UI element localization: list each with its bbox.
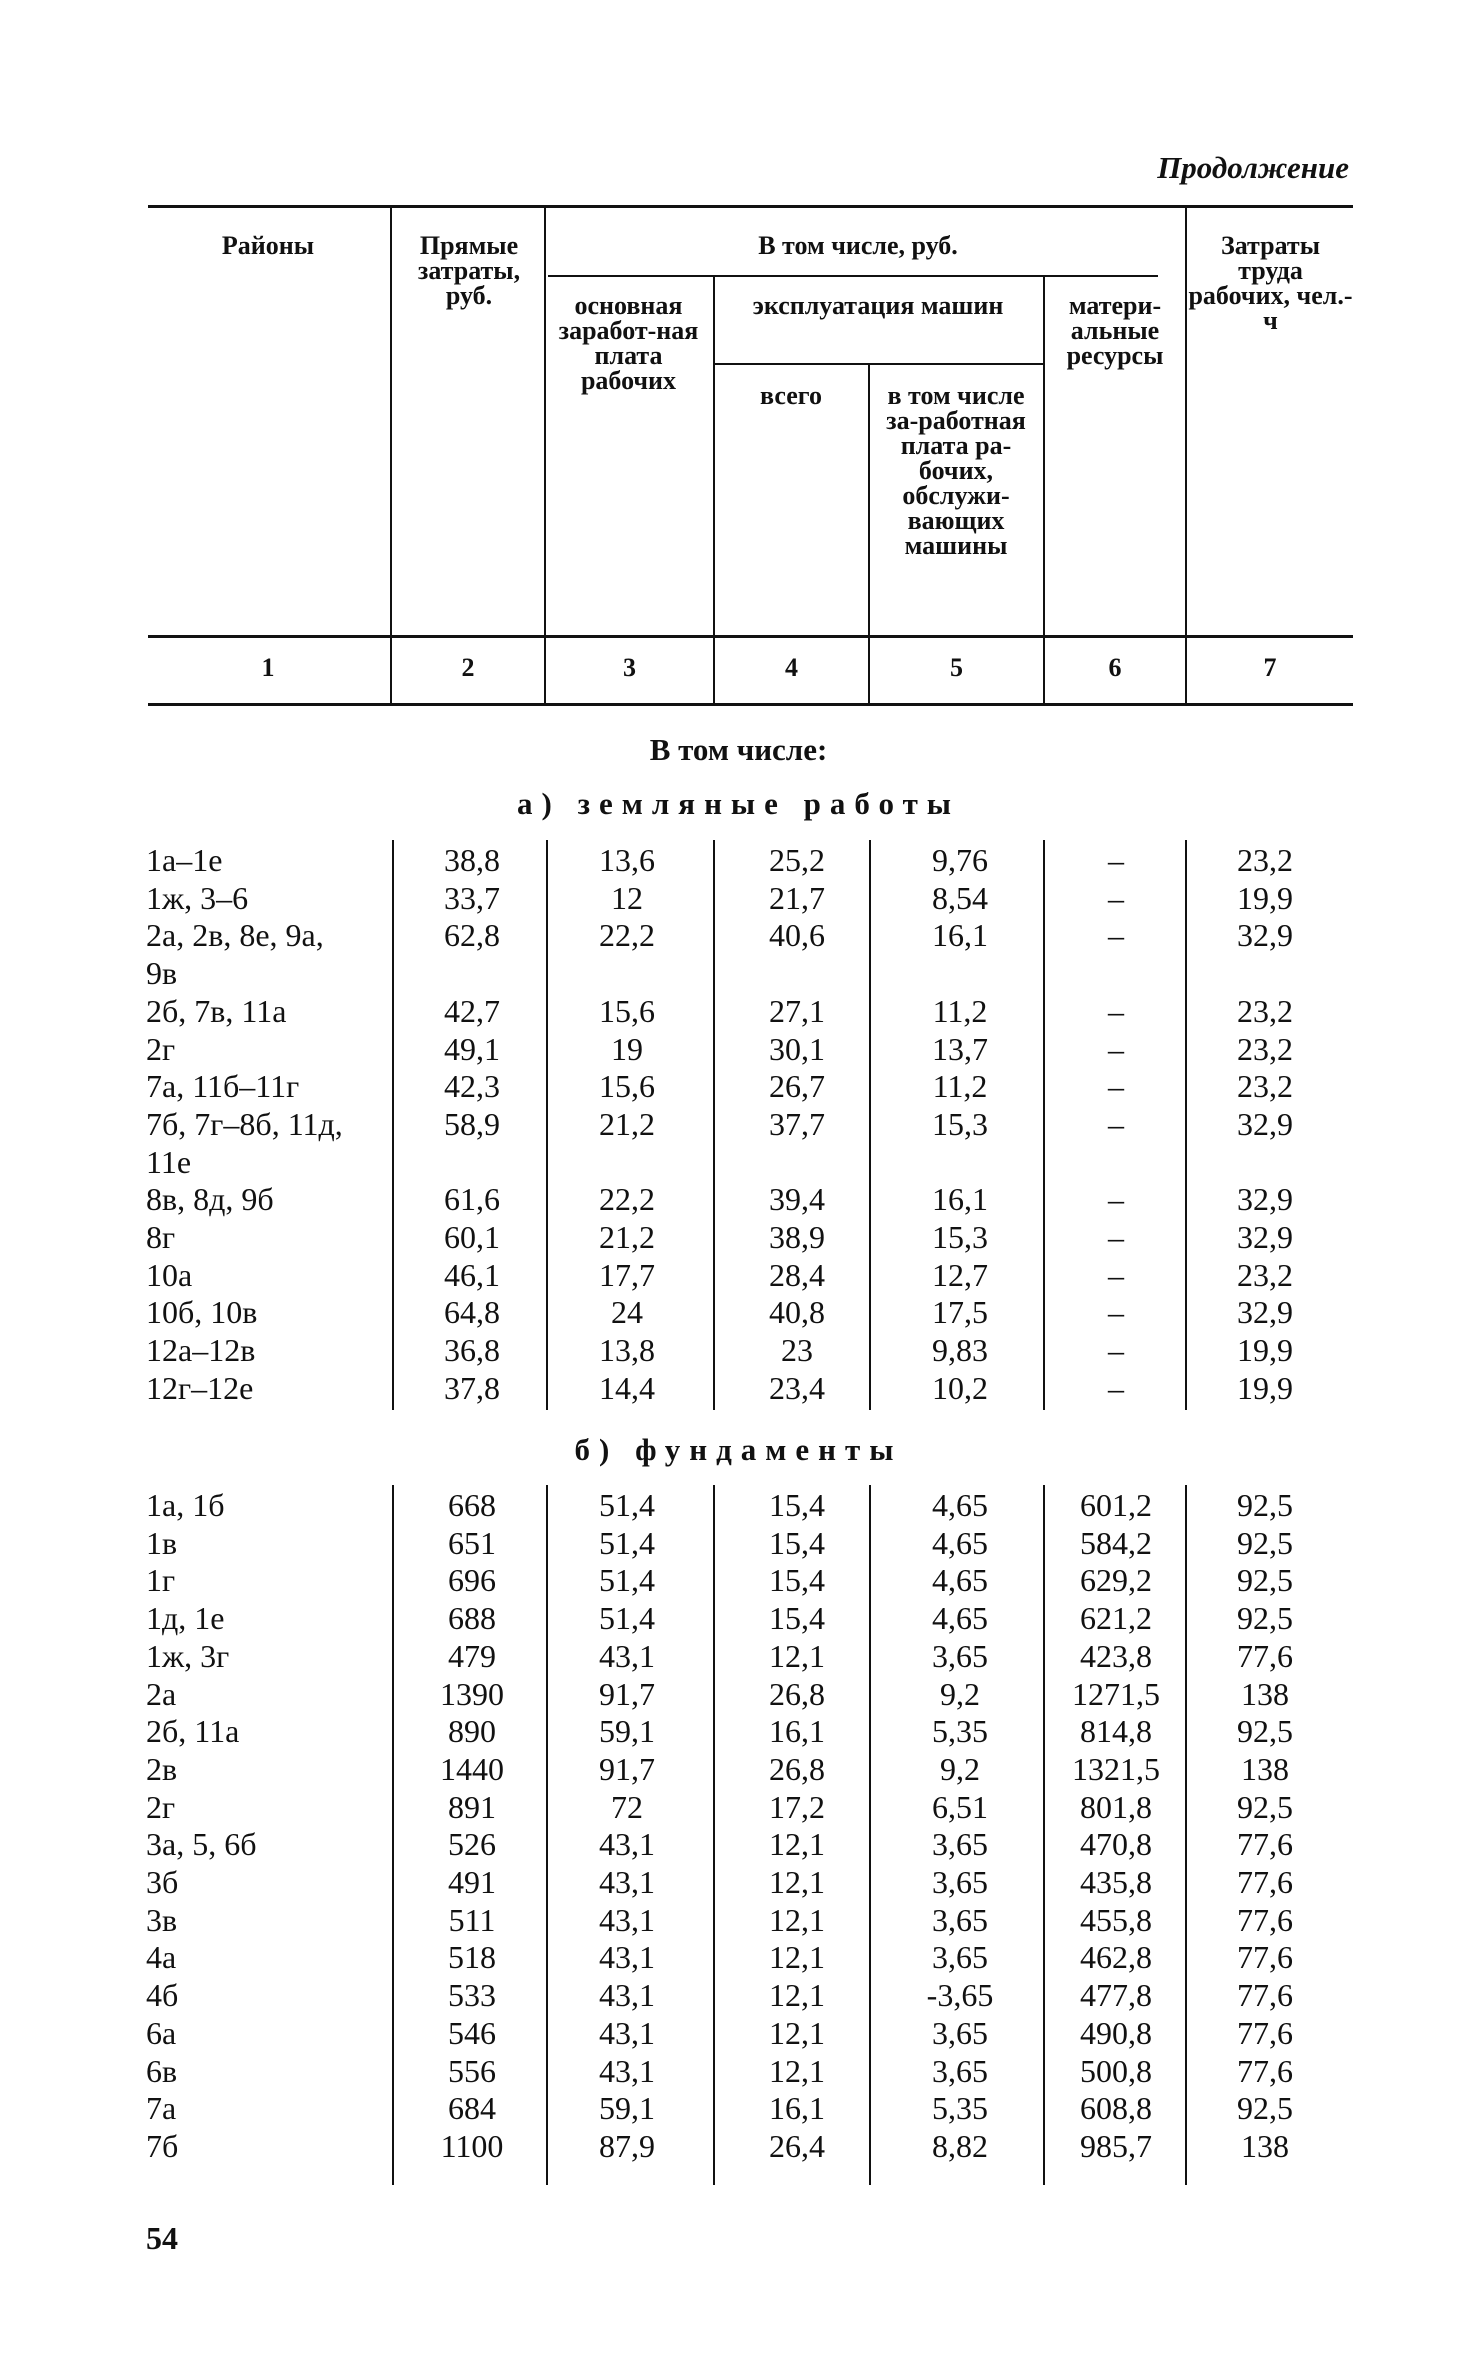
cell-machines-total: 28,4 [769, 1256, 825, 1293]
cell-region: 1г [146, 1562, 176, 1599]
intro-text: В том числе: [649, 732, 828, 767]
column-number-1: 1 [261, 653, 275, 682]
cell-direct-costs: 1440 [440, 1750, 504, 1787]
cell-direct-costs: 36,8 [444, 1332, 500, 1369]
cell-region: 11е [146, 1143, 192, 1180]
cell-materials: – [1108, 1181, 1124, 1218]
cell-machines-total: 16,1 [769, 2090, 825, 2127]
cell-machines-total: 21,7 [769, 879, 825, 916]
table-row [0, 2053, 1477, 2091]
cell-machines-wages: 9,2 [940, 1750, 980, 1787]
header-vrule-1 [390, 205, 392, 705]
cell-machines-wages: 4,65 [932, 1487, 988, 1523]
table-row [0, 1826, 1477, 1864]
header-vrule-6 [1185, 205, 1187, 705]
cell-region: 7б [146, 2127, 179, 2164]
cell-labor-costs: 32,9 [1237, 1219, 1293, 1255]
cell-basic-wages: 91,7 [599, 1750, 655, 1787]
cell-basic-wages: 12 [611, 879, 643, 916]
cell-direct-costs: 890 [448, 1713, 496, 1750]
cell-labor-costs: 32,9 [1237, 1105, 1293, 1142]
cell-materials: 621,2 [1080, 1600, 1152, 1637]
cell-direct-costs: 42,3 [444, 1068, 500, 1105]
table-row [0, 1068, 1477, 1106]
cell-labor-costs: 19,9 [1237, 879, 1293, 916]
cell-labor-costs: 77,6 [1237, 2052, 1293, 2089]
cell-region: 10б, 10в [146, 1294, 258, 1331]
cell-direct-costs: 684 [448, 2090, 496, 2127]
cell-region: 2г [146, 1030, 176, 1067]
cell-materials: 462,8 [1080, 1939, 1152, 1976]
cell-region: 3а, 5, 6б [146, 1826, 257, 1863]
cell-region: 1в [146, 1524, 178, 1561]
header-vrule-5 [1043, 275, 1045, 705]
cell-materials: 1321,5 [1072, 1750, 1160, 1787]
table-row [0, 880, 1477, 918]
cell-basic-wages: 59,1 [599, 1713, 655, 1750]
cell-direct-costs: 511 [448, 1901, 496, 1938]
header-basic-wages: основная заработ-ная плата рабочих [558, 291, 699, 395]
cell-basic-wages: 51,4 [599, 1562, 655, 1599]
cell-machines-total: 12,1 [769, 1939, 825, 1976]
cell-direct-costs: 58,9 [444, 1105, 500, 1142]
cell-direct-costs: 46,1 [444, 1256, 500, 1293]
cell-machines-wages: 9,76 [932, 842, 988, 878]
cell-region: 3в [146, 1901, 178, 1938]
cell-machines-total: 37,7 [769, 1105, 825, 1142]
cell-machines-wages: 11,2 [932, 1068, 988, 1105]
table-row [0, 1676, 1477, 1714]
cell-machines-wages: 5,35 [932, 2090, 988, 2127]
cell-machines-total: 12,1 [769, 1637, 825, 1674]
header-machine-operation: эксплуатация машин [752, 291, 1004, 320]
cell-labor-costs: 32,9 [1237, 1294, 1293, 1331]
cell-materials: 423,8 [1080, 1637, 1152, 1674]
table-row [0, 1031, 1477, 1069]
cell-labor-costs: 77,6 [1237, 1864, 1293, 1900]
table-row [0, 993, 1477, 1031]
cell-machines-wages: 8,54 [932, 879, 988, 916]
cell-labor-costs: 23,2 [1237, 1256, 1293, 1293]
cell-machines-wages: 3,65 [932, 1901, 988, 1938]
cell-basic-wages: 22,2 [599, 1181, 655, 1218]
table-row [0, 917, 1477, 955]
cell-machines-wages: 15,3 [932, 1219, 988, 1255]
column-number-5: 5 [950, 653, 963, 682]
page-number: 54 [146, 2220, 178, 2256]
cell-region: 4а [146, 1939, 177, 1976]
cell-materials: 490,8 [1080, 2014, 1152, 2051]
cell-direct-costs: 479 [448, 1637, 496, 1674]
cell-direct-costs: 33,7 [444, 879, 500, 916]
cell-region: 8в, 8д, 9б [146, 1181, 274, 1218]
cell-region: 6в [146, 2052, 178, 2089]
cell-basic-wages: 24 [611, 1294, 643, 1331]
cell-labor-costs: 92,5 [1237, 1788, 1293, 1825]
cell-basic-wages: 21,2 [599, 1105, 655, 1142]
continuation-label: Продолжение [1157, 150, 1349, 185]
table-row [0, 1713, 1477, 1751]
cell-materials: 814,8 [1080, 1713, 1152, 1750]
cell-machines-wages: 6,51 [932, 1788, 988, 1825]
cell-machines-total: 16,1 [769, 1713, 825, 1750]
cell-materials: – [1108, 842, 1124, 878]
header-vrule-2 [544, 205, 546, 705]
cell-materials: – [1108, 992, 1124, 1029]
cell-machines-wages: 9,83 [932, 1332, 988, 1369]
table-row [0, 1525, 1477, 1563]
cell-labor-costs: 23,2 [1237, 992, 1293, 1029]
header-bottom-rule [148, 703, 1353, 706]
cell-basic-wages: 91,7 [599, 1675, 655, 1712]
table-row [0, 1939, 1477, 1977]
cell-direct-costs: 37,8 [444, 1369, 500, 1406]
cell-direct-costs: 60,1 [444, 1219, 500, 1255]
table-row [0, 955, 1477, 993]
cell-region: 2а, 2в, 8е, 9а, [146, 917, 324, 954]
cell-machines-wages: 13,7 [932, 1030, 988, 1067]
cell-machines-total: 26,8 [769, 1675, 825, 1712]
cell-basic-wages: 51,4 [599, 1600, 655, 1637]
table-row [0, 1977, 1477, 2015]
cell-materials: – [1108, 1294, 1124, 1331]
cell-machines-total: 25,2 [769, 842, 825, 878]
cell-direct-costs: 42,7 [444, 992, 500, 1029]
cell-materials: – [1108, 879, 1124, 916]
table-row [0, 1144, 1477, 1182]
cell-machines-wages: 3,65 [932, 2052, 988, 2089]
cell-machines-total: 15,4 [769, 1487, 825, 1523]
table-row [0, 1294, 1477, 1332]
cell-materials: – [1108, 917, 1124, 954]
cell-region: 2б, 7в, 11а [146, 992, 287, 1029]
column-number-2: 2 [461, 653, 475, 682]
cell-basic-wages: 72 [611, 1788, 643, 1825]
cell-basic-wages: 43,1 [599, 1637, 655, 1674]
cell-labor-costs: 77,6 [1237, 1826, 1293, 1863]
cell-labor-costs: 138 [1241, 1675, 1289, 1712]
section-title-foundations: б) фундаменты [574, 1432, 903, 1467]
cell-materials: – [1108, 1105, 1124, 1142]
cell-region: 7а, 11б–11г [146, 1068, 300, 1105]
cell-direct-costs: 518 [448, 1939, 496, 1976]
cell-region: 7б, 7г–8б, 11д, [146, 1105, 343, 1142]
cell-basic-wages: 19 [611, 1030, 643, 1067]
cell-basic-wages: 14,4 [599, 1369, 655, 1406]
cell-direct-costs: 546 [448, 2014, 496, 2051]
cell-region: 1д, 1е [146, 1600, 225, 1637]
cell-basic-wages: 43,1 [599, 1939, 655, 1976]
cell-machines-wages: -3,65 [926, 1977, 994, 2014]
cell-machines-total: 38,9 [769, 1219, 825, 1255]
cell-labor-costs: 92,5 [1237, 2090, 1293, 2127]
cell-region: 1а–1е [146, 842, 223, 878]
cell-machines-total: 12,1 [769, 1901, 825, 1938]
cell-materials: 584,2 [1080, 1524, 1152, 1561]
cell-machines-total: 12,1 [769, 1826, 825, 1863]
cell-machines-wages: 10,2 [932, 1369, 988, 1406]
header-including-group: В том числе, руб. [758, 231, 958, 260]
cell-direct-costs: 491 [448, 1864, 496, 1900]
table-row [0, 1181, 1477, 1219]
cell-region: 12г–12е [146, 1369, 254, 1406]
cell-machines-wages: 9,2 [940, 1675, 980, 1712]
cell-machines-wages: 15,3 [932, 1105, 988, 1142]
cell-region: 9в [146, 955, 178, 992]
header-top-rule [148, 205, 1353, 208]
cell-labor-costs: 77,6 [1237, 1637, 1293, 1674]
cell-direct-costs: 668 [448, 1487, 496, 1523]
cell-basic-wages: 17,7 [599, 1256, 655, 1293]
cell-basic-wages: 51,4 [599, 1524, 655, 1561]
cell-materials: 455,8 [1080, 1901, 1152, 1938]
cell-basic-wages: 22,2 [599, 917, 655, 954]
cell-region: 10а [146, 1256, 193, 1293]
cell-labor-costs: 138 [1241, 1750, 1289, 1787]
cell-materials: 1271,5 [1072, 1675, 1160, 1712]
table-row [0, 1219, 1477, 1257]
cell-materials: – [1108, 1030, 1124, 1067]
cell-labor-costs: 77,6 [1237, 1939, 1293, 1976]
cell-labor-costs: 19,9 [1237, 1369, 1293, 1406]
group-rule [548, 275, 1158, 277]
cell-direct-costs: 526 [448, 1826, 496, 1863]
cell-machines-wages: 3,65 [932, 2014, 988, 2051]
cell-basic-wages: 51,4 [599, 1487, 655, 1523]
cell-region: 7а [146, 2090, 177, 2127]
cell-direct-costs: 688 [448, 1600, 496, 1637]
cell-region: 1ж, 3–6 [146, 879, 249, 916]
cell-machines-total: 30,1 [769, 1030, 825, 1067]
cell-labor-costs: 92,5 [1237, 1524, 1293, 1561]
cell-region: 12а–12в [146, 1332, 256, 1369]
cell-basic-wages: 87,9 [599, 2127, 655, 2164]
cell-materials: – [1108, 1256, 1124, 1293]
table-row [0, 2015, 1477, 2053]
header-materials: матери-альные ресурсы [1066, 291, 1164, 370]
cell-basic-wages: 43,1 [599, 2014, 655, 2051]
cell-machines-total: 15,4 [769, 1562, 825, 1599]
cell-region: 2г [146, 1788, 176, 1825]
cell-materials: 477,8 [1080, 1977, 1152, 2014]
cell-machines-total: 26,4 [769, 2127, 825, 2164]
table-row [0, 2128, 1477, 2166]
cell-labor-costs: 92,5 [1237, 1487, 1293, 1523]
cell-labor-costs: 92,5 [1237, 1600, 1293, 1637]
cell-materials: – [1108, 1219, 1124, 1255]
cell-machines-wages: 3,65 [932, 1637, 988, 1674]
cell-direct-costs: 891 [448, 1788, 496, 1825]
cell-region: 3б [146, 1864, 179, 1900]
cell-machines-wages: 16,1 [932, 1181, 988, 1218]
cell-labor-costs: 92,5 [1237, 1562, 1293, 1599]
cell-machines-wages: 4,65 [932, 1600, 988, 1637]
cell-direct-costs: 49,1 [444, 1030, 500, 1067]
cell-machines-total: 26,8 [769, 1750, 825, 1787]
cell-machines-total: 23,4 [769, 1369, 825, 1406]
machines-rule [713, 363, 1043, 365]
cell-machines-total: 12,1 [769, 2014, 825, 2051]
table-row [0, 1600, 1477, 1638]
cell-labor-costs: 23,2 [1237, 1030, 1293, 1067]
cell-basic-wages: 43,1 [599, 1864, 655, 1900]
cell-basic-wages: 13,6 [599, 842, 655, 878]
cell-basic-wages: 15,6 [599, 1068, 655, 1105]
table-row [0, 1902, 1477, 1940]
cell-machines-total: 40,8 [769, 1294, 825, 1331]
cell-machines-total: 15,4 [769, 1524, 825, 1561]
cell-machines-total: 26,7 [769, 1068, 825, 1105]
table-header [148, 205, 1353, 705]
header-mid-rule [148, 635, 1353, 638]
cell-region: 2б, 11а [146, 1713, 240, 1750]
cell-region: 2в [146, 1750, 178, 1787]
cell-materials: 985,7 [1080, 2127, 1152, 2164]
cell-region: 1а, 1б [146, 1487, 225, 1523]
cell-machines-total: 27,1 [769, 992, 825, 1029]
header-vrule-3 [713, 275, 715, 705]
cell-region: 1ж, 3г [146, 1637, 230, 1674]
header-machines-total: всего [760, 381, 822, 410]
cell-basic-wages: 43,1 [599, 1826, 655, 1863]
table-row [0, 1257, 1477, 1295]
cell-machines-wages: 11,2 [932, 992, 988, 1029]
cell-direct-costs: 556 [448, 2052, 496, 2089]
cell-machines-total: 12,1 [769, 1977, 825, 2014]
cell-direct-costs: 651 [448, 1524, 496, 1561]
table-row [0, 1370, 1477, 1408]
cell-labor-costs: 92,5 [1237, 1713, 1293, 1750]
cell-machines-wages: 5,35 [932, 1713, 988, 1750]
cell-labor-costs: 77,6 [1237, 1901, 1293, 1938]
cell-direct-costs: 1390 [440, 1675, 504, 1712]
cell-basic-wages: 43,1 [599, 1901, 655, 1938]
cell-materials: 801,8 [1080, 1788, 1152, 1825]
cell-materials: – [1108, 1068, 1124, 1105]
cell-basic-wages: 43,1 [599, 1977, 655, 2014]
header-regions: Районы [221, 231, 315, 260]
cell-basic-wages: 43,1 [599, 2052, 655, 2089]
cell-machines-total: 12,1 [769, 1864, 825, 1900]
cell-machines-total: 23 [781, 1332, 813, 1369]
table-row [0, 1487, 1477, 1525]
cell-region: 2а [146, 1675, 177, 1712]
cell-labor-costs: 77,6 [1237, 2014, 1293, 2051]
cell-machines-wages: 16,1 [932, 917, 988, 954]
cell-materials: – [1108, 1332, 1124, 1369]
cell-labor-costs: 77,6 [1237, 1977, 1293, 2014]
cell-machines-total: 12,1 [769, 2052, 825, 2089]
cell-machines-wages: 12,7 [932, 1256, 988, 1293]
cell-labor-costs: 23,2 [1237, 842, 1293, 878]
table-row [0, 1638, 1477, 1676]
column-number-6: 6 [1108, 653, 1122, 682]
cell-machines-total: 39,4 [769, 1181, 825, 1218]
cell-machines-wages: 17,5 [932, 1294, 988, 1331]
cell-labor-costs: 32,9 [1237, 917, 1293, 954]
table-row [0, 1864, 1477, 1902]
cell-materials: 601,2 [1080, 1487, 1152, 1523]
table-row [0, 1562, 1477, 1600]
header-labor-costs: Затраты труда рабочих, чел.-ч [1188, 231, 1353, 335]
cell-direct-costs: 696 [448, 1562, 496, 1599]
cell-machines-total: 40,6 [769, 917, 825, 954]
cell-materials: – [1108, 1369, 1124, 1406]
cell-machines-wages: 3,65 [932, 1864, 988, 1900]
cell-region: 6а [146, 2014, 177, 2051]
cell-materials: 500,8 [1080, 2052, 1152, 2089]
cell-region: 8г [146, 1219, 176, 1255]
cell-machines-wages: 3,65 [932, 1939, 988, 1976]
cell-machines-wages: 3,65 [932, 1826, 988, 1863]
cell-labor-costs: 23,2 [1237, 1068, 1293, 1105]
cell-direct-costs: 64,8 [444, 1294, 500, 1331]
table-row [0, 842, 1477, 880]
cell-direct-costs: 1100 [440, 2127, 504, 2164]
cell-region: 4б [146, 1977, 179, 2014]
cell-basic-wages: 59,1 [599, 2090, 655, 2127]
cell-materials: 629,2 [1080, 1562, 1152, 1599]
table-row [0, 1789, 1477, 1827]
cell-basic-wages: 15,6 [599, 992, 655, 1029]
cell-machines-total: 17,2 [769, 1788, 825, 1825]
cell-machines-wages: 4,65 [932, 1562, 988, 1599]
cell-direct-costs: 38,8 [444, 842, 500, 878]
cell-basic-wages: 13,8 [599, 1332, 655, 1369]
cell-labor-costs: 138 [1241, 2127, 1289, 2164]
cell-machines-wages: 4,65 [932, 1524, 988, 1561]
cell-basic-wages: 21,2 [599, 1219, 655, 1255]
table-row [0, 1106, 1477, 1144]
cell-machines-wages: 8,82 [932, 2127, 988, 2164]
section-title-earthworks: а) земляные работы [517, 786, 960, 821]
table-row [0, 2090, 1477, 2128]
cell-machines-total: 15,4 [769, 1600, 825, 1637]
header-machines-wages: в том числе за-работная плата ра-бочих, обслужи-вающих машины [886, 381, 1026, 560]
cell-materials: 608,8 [1080, 2090, 1152, 2127]
column-number-7: 7 [1263, 653, 1277, 682]
cell-materials: 470,8 [1080, 1826, 1152, 1863]
column-number-4: 4 [785, 653, 798, 682]
cell-materials: 435,8 [1080, 1864, 1152, 1900]
cell-direct-costs: 533 [448, 1977, 496, 2014]
table-row [0, 1332, 1477, 1370]
cell-direct-costs: 62,8 [444, 917, 500, 954]
column-number-3: 3 [623, 653, 636, 682]
header-direct-costs: Прямые затраты, руб. [417, 231, 521, 310]
table-row [0, 1751, 1477, 1789]
cell-labor-costs: 32,9 [1237, 1181, 1293, 1218]
cell-direct-costs: 61,6 [444, 1181, 500, 1218]
cell-labor-costs: 19,9 [1237, 1332, 1293, 1369]
